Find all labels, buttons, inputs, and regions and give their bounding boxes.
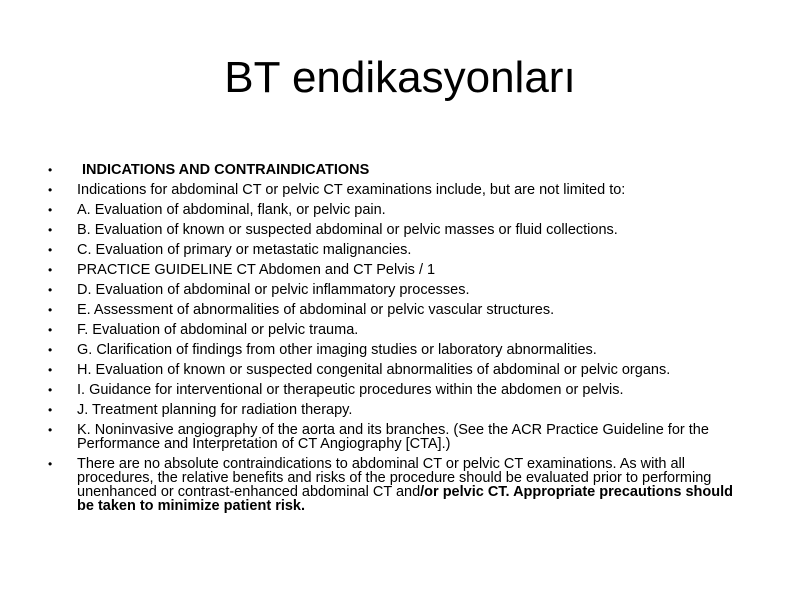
- bullet-text: E. Assessment of abnormalities of abdominal or pelvic vascular structures.: [77, 302, 555, 318]
- list-item: [48, 343, 738, 357]
- bullet-icon: •: [48, 303, 53, 317]
- bullet-text: Indications for abdominal CT or pelvic CT examinations include, but are not limited to:: [77, 182, 626, 198]
- list-item: [48, 403, 738, 417]
- bullet-text: J. Treatment planning for radiation therapy.: [77, 402, 353, 418]
- list-item: [48, 323, 738, 337]
- list-item: [48, 363, 738, 377]
- list-item: [48, 283, 738, 297]
- bullet-text: PRACTICE GUIDELINE CT Abdomen and CT Pelvis / 1: [77, 262, 436, 278]
- bullet-list: [48, 163, 738, 519]
- list-item: [48, 457, 738, 513]
- bullet-text: INDICATIONS AND CONTRAINDICATIONS: [82, 162, 370, 178]
- list-item: [48, 303, 738, 317]
- bullet-text: I. Guidance for interventional or therapeutic procedures within the abdomen or pelvis.: [77, 382, 624, 398]
- bullet-icon: •: [48, 363, 53, 377]
- bullet-icon: •: [48, 203, 53, 217]
- bullet-icon: •: [48, 343, 53, 357]
- bullet-text: C. Evaluation of primary or metastatic malignancies.: [77, 242, 412, 258]
- bullet-text-bold: /or pelvic CT. Appropriate precautions should be taken to minimize patient risk.: [77, 484, 734, 514]
- list-item: [48, 223, 738, 237]
- bullet-text: H. Evaluation of known or suspected congenital abnormalities of abdominal or pelvic organs.: [77, 362, 671, 378]
- bullet-icon: •: [48, 243, 53, 257]
- bullet-icon: •: [48, 283, 53, 297]
- list-item: [48, 423, 738, 451]
- bullet-text: B. Evaluation of known or suspected abdominal or pelvic masses or fluid collections.: [77, 222, 618, 238]
- list-item: [48, 183, 738, 197]
- bullet-icon: •: [48, 403, 53, 417]
- bullet-icon: •: [48, 223, 53, 237]
- bullet-text: G. Clarification of findings from other imaging studies or laboratory abnormalities.: [77, 342, 597, 358]
- bullet-text: A. Evaluation of abdominal, flank, or pelvic pain.: [77, 202, 386, 218]
- bullet-icon: •: [48, 183, 53, 197]
- list-item: [48, 383, 738, 397]
- bullet-text: [77, 456, 733, 514]
- list-item: [48, 243, 738, 257]
- bullet-icon: •: [48, 423, 53, 437]
- list-item: [48, 263, 738, 277]
- list-item: [48, 203, 738, 217]
- bullet-text: F. Evaluation of abdominal or pelvic trauma.: [77, 322, 359, 338]
- slide-title: BT endikasyonları: [224, 53, 576, 102]
- bullet-icon: •: [48, 323, 53, 337]
- bullet-text: K. Noninvasive angiography of the aorta and its branches. (See the ACR Practice Guideline for the Performance and Interpretation of CT Angiography [CTA].): [77, 422, 709, 452]
- bullet-text: D. Evaluation of abdominal or pelvic inflammatory processes.: [77, 282, 470, 298]
- bullet-icon: •: [48, 263, 53, 277]
- bullet-icon: •: [48, 383, 53, 397]
- bullet-icon: •: [48, 163, 53, 177]
- list-item: [48, 163, 738, 177]
- bullet-icon: •: [48, 457, 53, 471]
- bullet-text-normal: There are no absolute contraindications to abdominal CT or pelvic CT examinations. As with all procedures, the relative benefits and risks of the procedure should be evaluated prior to performing unenhanced or contrast-enhanced abdominal CT and: [77, 456, 712, 500]
